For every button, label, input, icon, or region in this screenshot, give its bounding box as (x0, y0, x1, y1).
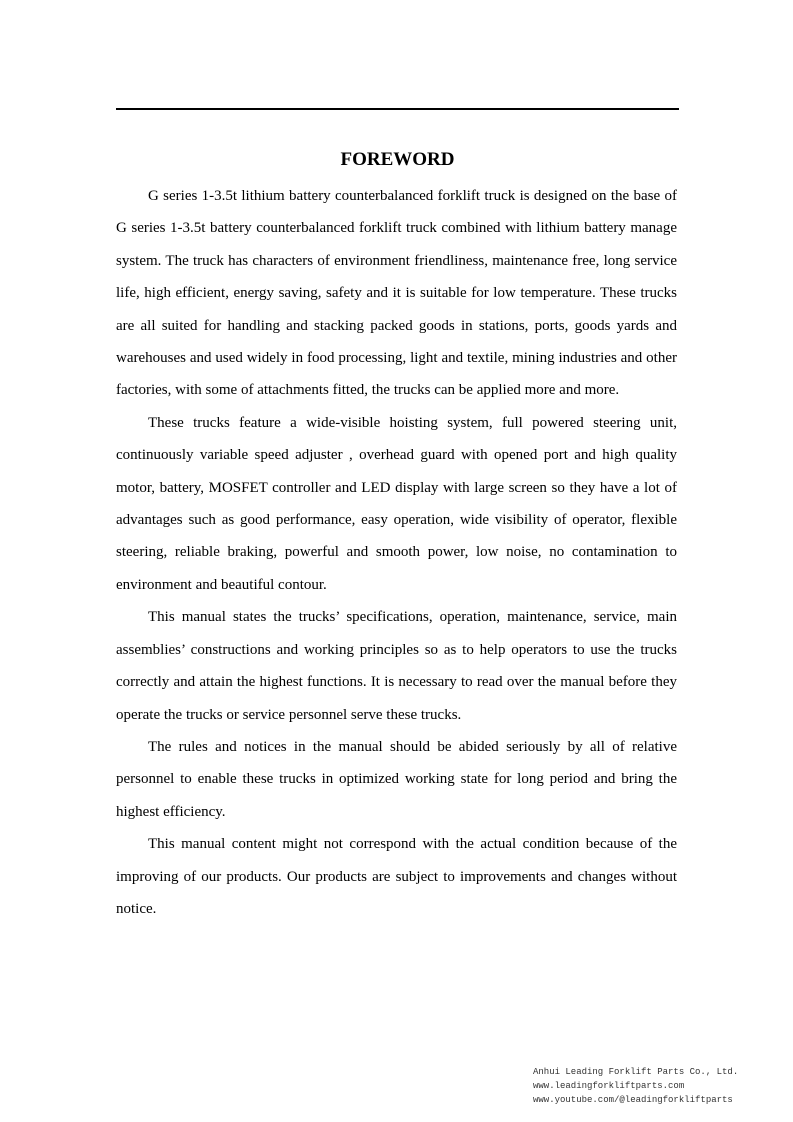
footer-website: www.leadingforkliftparts.com (533, 1081, 685, 1091)
page-title: FOREWORD (340, 149, 455, 170)
foreword-body (116, 180, 677, 925)
paragraph-3: This manual states the trucks’ specifications, operation, maintenance, service, main assemblies’ constructions and working principles so as to help operators to use the trucks correctly and attain the highest functions. It is necessary to read over the manual before they operate the trucks or service personnel serve these trucks. (116, 609, 677, 723)
paragraph-2: These trucks feature a wide-visible hoisting system, full powered steering unit, continuously variable speed adjuster , overhead guard with opened port and high quality motor, battery, MOSFET controller and LED display with large screen so they have a lot of advantages such as good performance, easy operation, wide visibility of operator, flexible steering, reliable braking, powerful and smooth power, low noise, no contamination to environment and beautiful contour. (116, 414, 677, 593)
footer-company: Anhui Leading Forklift Parts Co., Ltd. (533, 1067, 739, 1077)
paragraph-1: G series 1-3.5t lithium battery counterbalanced forklift truck is designed on the base of G series 1-3.5t battery counterbalanced forklift truck combined with lithium battery manage system. The truck has characters of environment friendliness, maintenance free, long service life, high efficient, energy saving, safety and it is suitable for low temperature. These trucks are all suited for handling and stacking packed goods in stations, ports, goods yards and warehouses and used widely in food processing, light and textile, mining industries and other factories, with some of attachments fitted, the trucks can be applied more and more. (116, 188, 677, 399)
paragraph-5: This manual content might not correspond with the actual condition because of the improving of our products. Our products are subject to improvements and changes without notice. (116, 836, 677, 917)
paragraph-4: The rules and notices in the manual should be abided seriously by all of relative personnel to enable these trucks in optimized working state for long period and bring the highest efficiency. (116, 738, 677, 820)
footer-watermark (533, 1065, 738, 1107)
footer-youtube: www.youtube.com/@leadingforkliftparts (533, 1095, 733, 1105)
header-rule (116, 108, 679, 110)
